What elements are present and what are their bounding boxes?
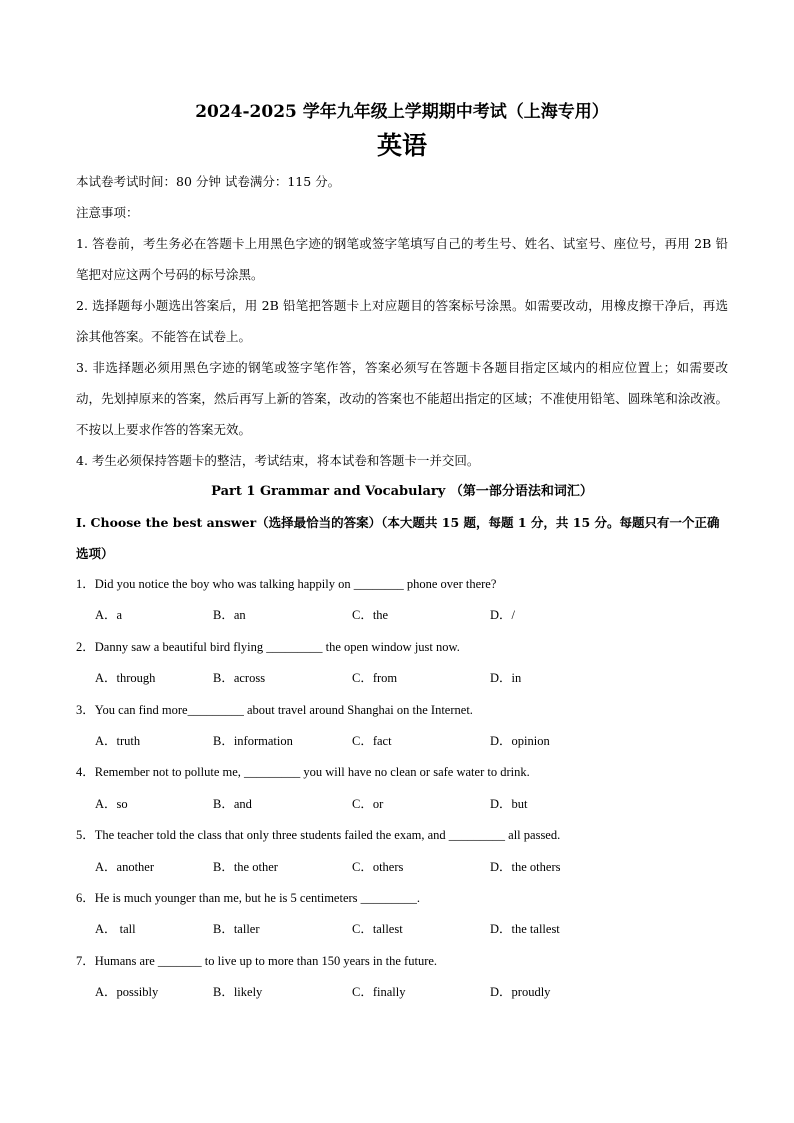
option-b: B．the other (213, 859, 278, 874)
option-d: D．opinion (490, 734, 550, 748)
question-stem: 1．Did you notice the boy who was talking happily on ________ phone over there? (76, 577, 497, 591)
question-stem: 7．Humans are _______ to live up to more than 150 years in the future. (76, 953, 438, 968)
option-row (76, 852, 728, 883)
option-row (76, 600, 728, 631)
option-a: A．through (95, 671, 156, 686)
question (76, 695, 728, 758)
option-a: A．so (95, 796, 128, 811)
option-c: C．others (352, 859, 404, 874)
option-row (76, 726, 728, 757)
option-row (76, 663, 728, 694)
option-row (76, 914, 728, 945)
question-stem: 4．Remember not to pollute me, _________ you will have no clean or safe water to drink. (76, 765, 530, 780)
option-a: A．another (95, 859, 155, 874)
notice-item: 3. 非选择题必须用黑色字迹的钢笔或签字笔作答，答案必须写在答题卡各题目指定区域内的相应位置上；如需要改动，先划掉原来的答案，然后再写上新的答案，改动的答案也不能超出指定的区域；不准使用铅笔、圆珠笔和涂改液。不按以上要求作答的答案无效。 (76, 360, 728, 437)
exam-time-line: 本试卷考试时间：80 分钟 试卷满分：115 分。 (76, 174, 341, 189)
option-c: C．finally (352, 985, 406, 1000)
option-row (76, 977, 728, 1008)
notice-item: 4. 考生必须保持答题卡的整洁，考试结束，将本试卷和答题卡一并交回。 (76, 453, 480, 468)
question (76, 757, 728, 820)
option-a: A．possibly (95, 985, 159, 1000)
option-a: A．truth (95, 734, 141, 748)
question (76, 569, 728, 632)
option-b: B．an (213, 608, 246, 623)
question (76, 632, 728, 695)
option-c: C．or (352, 796, 384, 811)
option-d: D．the tallest (490, 922, 560, 937)
option-b: B．information (213, 734, 293, 748)
option-c: C．tallest (352, 922, 403, 937)
question (76, 946, 728, 1009)
notice-item: 2. 选择题每小题选出答案后，用 2B 铅笔把答题卡上对应题目的答案标号涂黑。如需要改动，用橡皮擦干净后，再选涂其他答案。不能答在试卷上。 (76, 298, 728, 344)
option-c: C．fact (352, 734, 392, 748)
question (76, 820, 728, 883)
option-d: D．/ (490, 608, 516, 623)
option-c: C．the (352, 608, 389, 623)
option-d: D．but (490, 796, 528, 811)
notice-item: 1. 答卷前，考生务必在答题卡上用黑色字迹的钢笔或签字笔填写自己的考生号、姓名、试室号、座位号，再用 2B 铅笔把对应这两个号码的标号涂黑。 (76, 236, 728, 282)
option-a: A． tall (95, 922, 136, 937)
question-stem: 6．He is much younger than me, but he is 5 centimeters _________. (76, 890, 421, 905)
option-b: B．and (213, 796, 252, 811)
question-stem: 3．You can find more_________ about travel around Shanghai on the Internet. (76, 702, 473, 717)
option-d: D．proudly (490, 985, 551, 1000)
exam-page (76, 100, 728, 1009)
option-row (76, 789, 728, 820)
part-title: Part 1 Grammar and Vocabulary （第一部分语法和词汇） (211, 484, 593, 499)
question (76, 883, 728, 946)
exam-title: 2024-2025 学年九年级上学期期中考试（上海专用） (195, 102, 609, 122)
subject-title: 英语 (376, 131, 427, 160)
option-c: C．from (352, 671, 398, 686)
question-stem: 2．Danny saw a beautiful bird flying _________ the open window just now. (76, 639, 460, 654)
option-a: A．a (95, 608, 123, 623)
option-b: B．taller (213, 922, 260, 937)
section-title: I. Choose the best answer（选择最恰当的答案）（本大题共 15 题，每题 1 分，共 15 分。每题只有一个正确选项） (76, 515, 720, 561)
option-b: B．across (213, 671, 266, 686)
option-d: D．the others (490, 859, 561, 874)
question-stem: 5．The teacher told the class that only three students failed the exam, and _________ all passed. (76, 828, 561, 843)
option-b: B．likely (213, 985, 263, 1000)
notice-heading: 注意事项： (76, 205, 139, 220)
option-d: D．in (490, 671, 522, 686)
